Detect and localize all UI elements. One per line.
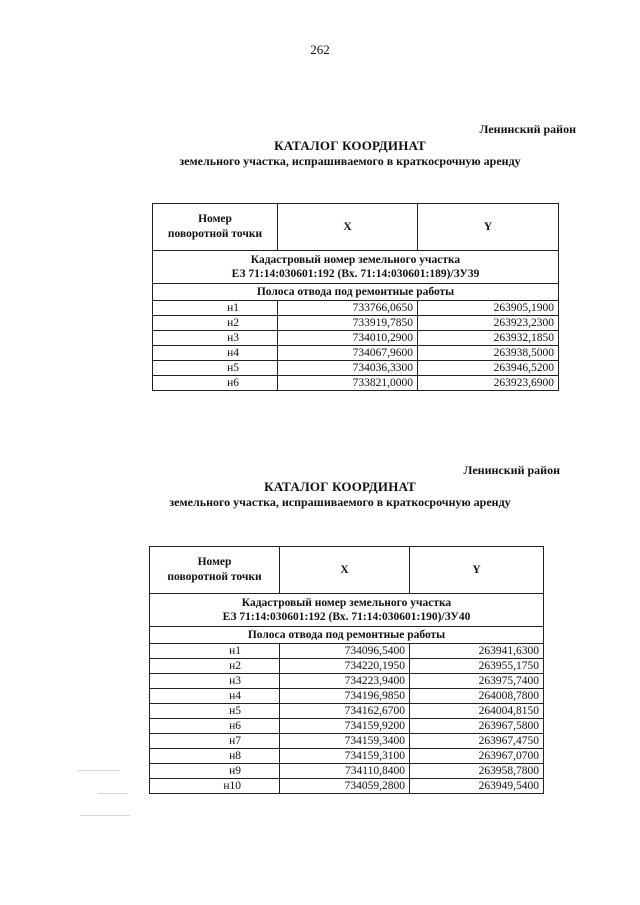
cadastral-label: Кадастровый номер земельного участка <box>241 597 452 609</box>
x-value: 734096,5400 <box>280 644 410 659</box>
point-number: н5 <box>153 361 278 376</box>
x-value: 734196,9850 <box>280 689 410 704</box>
scan-artifact <box>98 793 128 794</box>
table-row <box>150 689 544 704</box>
table-row <box>150 734 544 749</box>
y-value: 263923,6900 <box>418 376 559 391</box>
table-row <box>150 779 544 794</box>
y-value: 263967,0700 <box>410 749 544 764</box>
x-value: 734110,8400 <box>280 764 410 779</box>
y-value: 263923,2300 <box>418 316 559 331</box>
cadastral-number: ЕЗ 71:14:030601:192 (Вх. 71:14:030601:189)/ЗУ39 <box>231 268 480 280</box>
x-value: 734067,9600 <box>278 346 418 361</box>
district-label-1: Ленинский район <box>479 122 576 136</box>
table-header-row <box>153 204 559 251</box>
y-value: 263946,5200 <box>418 361 559 376</box>
table-row <box>153 331 559 346</box>
point-number: н1 <box>153 301 278 316</box>
table-header-row <box>150 547 544 594</box>
x-value: 734159,3100 <box>280 749 410 764</box>
column-header-x: X <box>278 204 418 251</box>
column-header-point <box>150 547 280 594</box>
point-number: н7 <box>150 734 280 749</box>
y-value: 263975,7400 <box>410 674 544 689</box>
column-header-point-line2: поворотной точки <box>167 571 262 583</box>
x-value: 734010,2900 <box>278 331 418 346</box>
cadastral-row <box>150 594 544 627</box>
table-row <box>150 764 544 779</box>
cadastral-label: Кадастровый номер земельного участка <box>250 254 461 266</box>
column-header-point-line1: Номер <box>197 556 232 568</box>
column-header-point <box>153 204 278 251</box>
y-value: 263967,5800 <box>410 719 544 734</box>
column-header-point-line2: поворотной точки <box>167 228 263 240</box>
x-value: 734220,1950 <box>280 659 410 674</box>
table-row <box>153 361 559 376</box>
catalog-heading-2: КАТАЛОГ КООРДИНАТ <box>264 479 416 494</box>
coordinates-table-2 <box>149 546 544 794</box>
strip-row <box>153 284 559 301</box>
y-value: 263905,1900 <box>418 301 559 316</box>
point-number: н4 <box>153 346 278 361</box>
y-value: 263949,5400 <box>410 779 544 794</box>
point-number: н2 <box>153 316 278 331</box>
strip-label: Полоса отвода под ремонтные работы <box>153 284 559 301</box>
table-row <box>153 376 559 391</box>
catalog-heading-1: КАТАЛОГ КООРДИНАТ <box>274 138 426 153</box>
point-number: н3 <box>153 331 278 346</box>
column-header-y: Y <box>410 547 544 594</box>
cadastral-number: ЕЗ 71:14:030601:192 (Вх. 71:14:030601:190)/ЗУ40 <box>222 611 471 623</box>
y-value: 263958,7800 <box>410 764 544 779</box>
point-number: н6 <box>150 719 280 734</box>
scan-artifact <box>78 770 120 771</box>
y-value: 263938,5000 <box>418 346 559 361</box>
table-row <box>153 346 559 361</box>
column-header-point-line1: Номер <box>198 213 232 225</box>
table-row <box>153 301 559 316</box>
x-value: 733766,0650 <box>278 301 418 316</box>
column-header-y: Y <box>418 204 559 251</box>
x-value: 734059,2800 <box>280 779 410 794</box>
point-number: н4 <box>150 689 280 704</box>
y-value: 264008,7800 <box>410 689 544 704</box>
x-value: 733821,0000 <box>278 376 418 391</box>
table-row <box>150 659 544 674</box>
catalog-subheading-1: земельного участка, испрашиваемого в краткосрочную аренду <box>179 154 521 168</box>
point-number: н2 <box>150 659 280 674</box>
point-number: н3 <box>150 674 280 689</box>
y-value: 263955,1750 <box>410 659 544 674</box>
x-value: 734162,6700 <box>280 704 410 719</box>
page-number: 262 <box>310 42 330 57</box>
catalog-subheading-2: земельного участка, испрашиваемого в краткосрочную аренду <box>169 495 511 509</box>
table-row <box>150 674 544 689</box>
x-value: 733919,7850 <box>278 316 418 331</box>
point-number: н8 <box>150 749 280 764</box>
point-number: н5 <box>150 704 280 719</box>
point-number: н10 <box>150 779 280 794</box>
point-number: н6 <box>153 376 278 391</box>
y-value: 263932,1850 <box>418 331 559 346</box>
strip-label: Полоса отвода под ремонтные работы <box>150 627 544 644</box>
x-value: 734036,3300 <box>278 361 418 376</box>
table-row <box>153 316 559 331</box>
district-label-2: Ленинский район <box>463 463 560 477</box>
table-row <box>150 719 544 734</box>
table-row <box>150 704 544 719</box>
cadastral-number-cell <box>150 594 544 627</box>
table-row <box>150 749 544 764</box>
scan-artifact <box>80 815 130 816</box>
cadastral-number-cell <box>153 251 559 284</box>
strip-row <box>150 627 544 644</box>
column-header-x: X <box>280 547 410 594</box>
y-value: 263967,4750 <box>410 734 544 749</box>
cadastral-row <box>153 251 559 284</box>
point-number: н9 <box>150 764 280 779</box>
y-value: 263941,6300 <box>410 644 544 659</box>
x-value: 734223,9400 <box>280 674 410 689</box>
point-number: н1 <box>150 644 280 659</box>
table-row <box>150 644 544 659</box>
y-value: 264004,8150 <box>410 704 544 719</box>
x-value: 734159,3400 <box>280 734 410 749</box>
x-value: 734159,9200 <box>280 719 410 734</box>
coordinates-table-1 <box>152 203 559 391</box>
